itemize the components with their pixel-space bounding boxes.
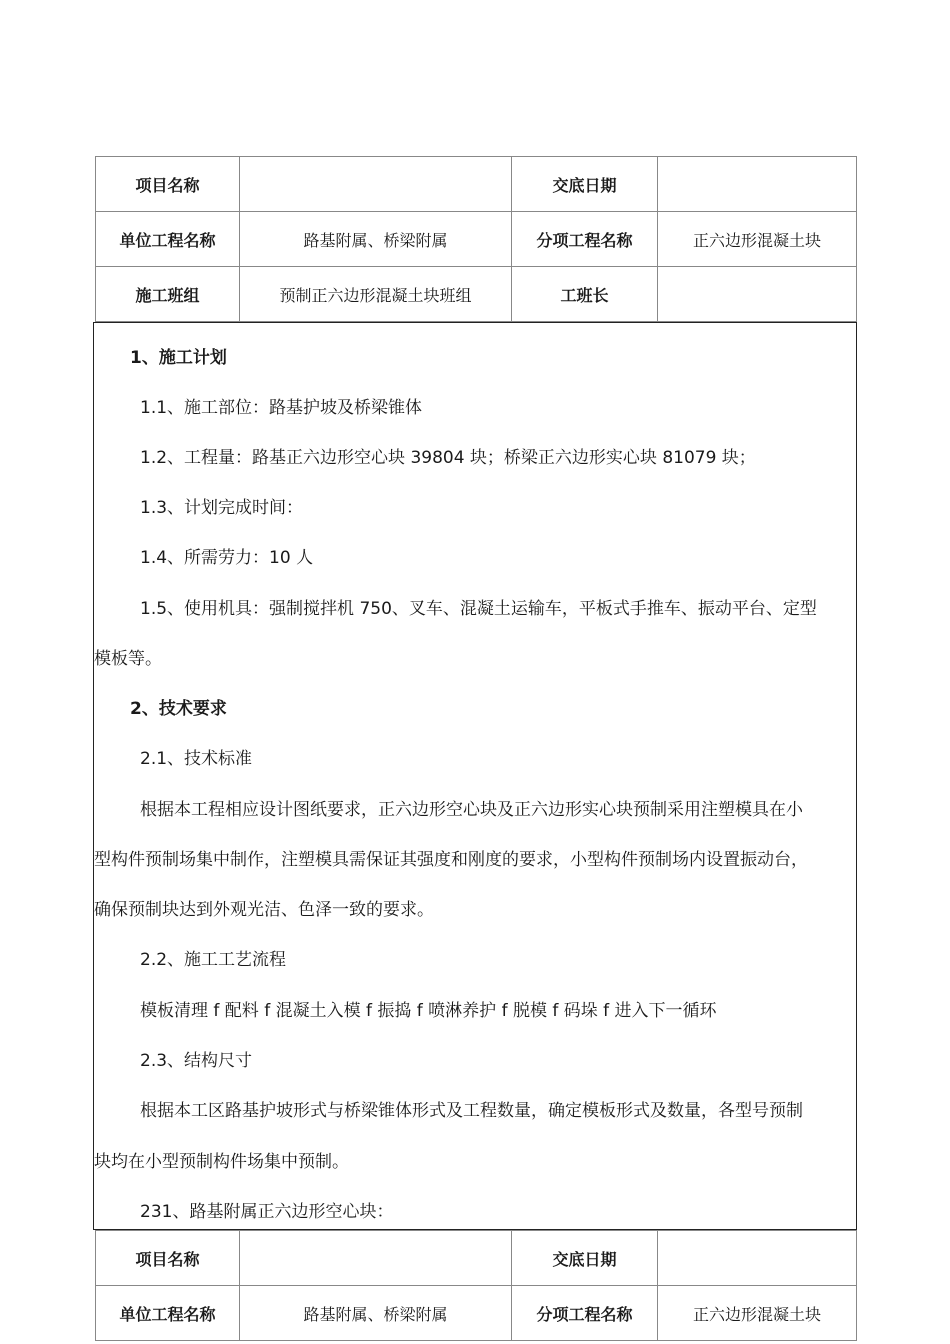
unit-value: 路基附属、桥梁附属 [240,1286,512,1341]
project-name-label: 项目名称 [96,157,240,212]
header-row-unit [96,1286,857,1341]
unit-label: 单位工程名称 [96,212,240,267]
header-row-unit [96,212,857,267]
item-1-2: 1.2、工程量：路基正六边形空心块 39804 块；桥梁正六边形实心块 81079 块； [140,448,756,468]
section-2-heading: 2、技术要求 [130,699,227,719]
header-row-project [96,157,857,212]
content-box [93,322,857,1230]
item-1-5: 1.5、使用机具：强制搅拌机 750、叉车、混凝土运输车，平板式手推车、振动平台、定型 [140,599,817,619]
header-table [95,156,857,322]
item-1-5-cont: 模板等。 [94,649,162,669]
sub-label: 分项工程名称 [512,212,658,267]
date-label: 交底日期 [512,1231,658,1286]
item-1-3: 1.3、计划完成时间： [140,498,304,518]
item-2-1: 2.1、技术标准 [140,749,253,769]
para-2-1-c: 确保预制块达到外观光洁、色泽一致的要求。 [94,900,434,920]
date-value [658,1231,857,1286]
item-1-4: 1.4、所需劳力：10 人 [140,548,314,568]
date-label: 交底日期 [512,157,658,212]
para-2-1-b: 型构件预制场集中制作，注塑模具需保证其强度和刚度的要求，小型构件预制场内设置振动台， [94,850,808,870]
item-2-3: 2.3、结构尺寸 [140,1051,253,1071]
sub-label: 分项工程名称 [512,1286,658,1341]
para-2-1-a: 根据本工程相应设计图纸要求，正六边形空心块及正六边形实心块预制采用注塑模具在小 [140,800,803,820]
project-name-value [240,157,512,212]
process-flow: 模板清理 f 配料 f 混凝土入模 f 振捣 f 喷淋养护 f 脱模 f 码垛 f 进入下一循环 [140,1001,717,1021]
section-1-heading: 1、施工计划 [130,348,227,368]
project-name-value [240,1231,512,1286]
item-2-3-1: 231、路基附属正六边形空心块： [140,1202,394,1222]
unit-label: 单位工程名称 [96,1286,240,1341]
item-2-2: 2.2、施工工艺流程 [140,950,287,970]
sub-value: 正六边形混凝土块 [658,212,857,267]
foreman-value [658,267,857,322]
header-table-repeat [95,1230,857,1341]
team-label: 施工班组 [96,267,240,322]
para-2-3-a: 根据本工区路基护坡形式与桥梁锥体形式及工程数量，确定模板形式及数量，各型号预制 [140,1101,803,1121]
header-row-project [96,1231,857,1286]
team-value: 预制正六边形混凝土块班组 [240,267,512,322]
para-2-3-b: 块均在小型预制构件场集中预制。 [94,1152,349,1172]
project-name-label: 项目名称 [96,1231,240,1286]
header-row-team [96,267,857,322]
date-value [658,157,857,212]
foreman-label: 工班长 [512,267,658,322]
item-1-1: 1.1、施工部位：路基护坡及桥梁锥体 [140,398,423,418]
sub-value: 正六边形混凝土块 [658,1286,857,1341]
unit-value: 路基附属、桥梁附属 [240,212,512,267]
